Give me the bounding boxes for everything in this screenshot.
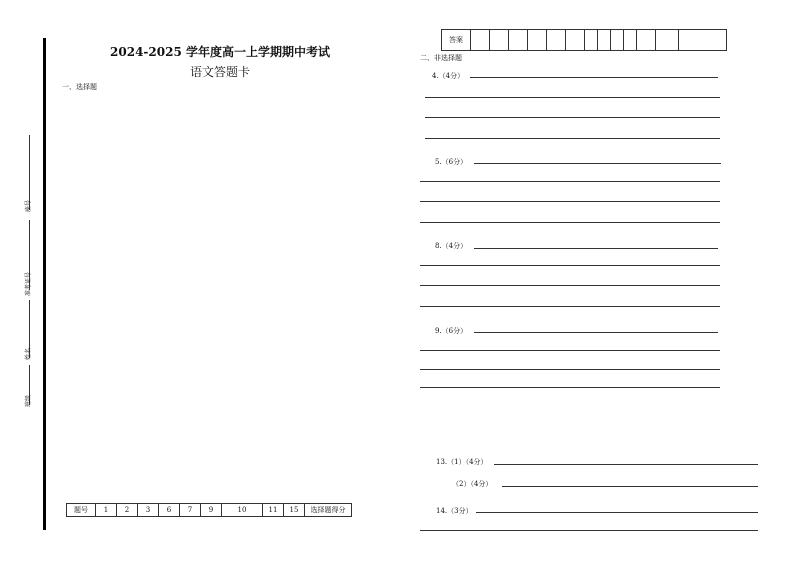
answer-line[interactable]: [420, 369, 720, 370]
answer-cell[interactable]: [547, 30, 566, 51]
answer-cell[interactable]: [679, 30, 727, 51]
answer-line[interactable]: [476, 512, 758, 513]
answer-cell[interactable]: [566, 30, 585, 51]
seat-number-line: [29, 135, 30, 210]
question-13-1-label: 13.（1）（4分）: [436, 458, 488, 466]
question-number-cell: 2: [117, 504, 138, 517]
name-label: 姓名: [25, 347, 32, 360]
choice-answer-table: [441, 29, 727, 51]
table-row: [67, 504, 352, 517]
question-9-label: 9.（6分）: [435, 327, 468, 335]
question-8-label: 8.（4分）: [435, 242, 468, 250]
answer-line[interactable]: [474, 248, 718, 249]
question-number-cell: 6: [159, 504, 180, 517]
answer-line[interactable]: [420, 181, 720, 182]
answer-cell[interactable]: [598, 30, 611, 51]
question-number-cell: 9: [201, 504, 222, 517]
question-number-cell: 3: [138, 504, 159, 517]
answer-cell[interactable]: [656, 30, 679, 51]
left-binding-rule: [43, 38, 46, 530]
question-13-2-label: （2）（4分）: [452, 480, 493, 488]
question-number-cell: 1: [96, 504, 117, 517]
answer-line[interactable]: [420, 306, 720, 307]
answer-cell[interactable]: [490, 30, 509, 51]
answer-line[interactable]: [474, 332, 718, 333]
answer-line[interactable]: [420, 350, 720, 351]
answer-line[interactable]: [425, 97, 720, 98]
answer-line[interactable]: [420, 222, 720, 223]
answer-cell[interactable]: [624, 30, 637, 51]
answer-line[interactable]: [420, 387, 720, 388]
question-number-cell: 15: [284, 504, 305, 517]
choice-score-table: [66, 503, 352, 517]
answer-line[interactable]: [420, 285, 720, 286]
question-number-cell: 10: [222, 504, 263, 517]
question-number-cell: 7: [180, 504, 201, 517]
answer-card-title: 语文答题卡: [189, 65, 250, 79]
exam-id-label: 准考证号: [25, 271, 32, 296]
question-number-cell: 11: [263, 504, 284, 517]
answer-cell[interactable]: [637, 30, 656, 51]
answer-line[interactable]: [425, 138, 720, 139]
answer-head-cell: 答案: [442, 30, 471, 51]
seat-number-label: 座号: [25, 199, 32, 212]
table-row: [442, 30, 727, 51]
answer-line[interactable]: [494, 464, 758, 465]
choice-score-cell: 选择题得分: [305, 504, 352, 517]
answer-cell[interactable]: [471, 30, 490, 51]
table-head-cell: 题号: [67, 504, 96, 517]
answer-cell[interactable]: [585, 30, 598, 51]
answer-line[interactable]: [502, 486, 758, 487]
question-14-label: 14.（3分）: [436, 507, 473, 515]
answer-line[interactable]: [420, 265, 720, 266]
question-5-label: 5.（6分）: [435, 158, 468, 166]
answer-line[interactable]: [425, 117, 720, 118]
question-4-label: 4.（4分）: [432, 72, 465, 80]
answer-line[interactable]: [474, 163, 721, 164]
class-label: 班级: [25, 394, 32, 407]
answer-cell[interactable]: [611, 30, 624, 51]
exam-title: 2024-2025 学年度高一上学期期中考试: [110, 45, 330, 59]
answer-cell[interactable]: [528, 30, 547, 51]
section-nonchoice-heading: 二、非选择题: [420, 54, 462, 62]
section-choice-heading: 一、选择题: [62, 83, 97, 91]
answer-line[interactable]: [420, 530, 758, 531]
answer-line[interactable]: [420, 201, 720, 202]
answer-line[interactable]: [470, 77, 718, 78]
answer-cell[interactable]: [509, 30, 528, 51]
